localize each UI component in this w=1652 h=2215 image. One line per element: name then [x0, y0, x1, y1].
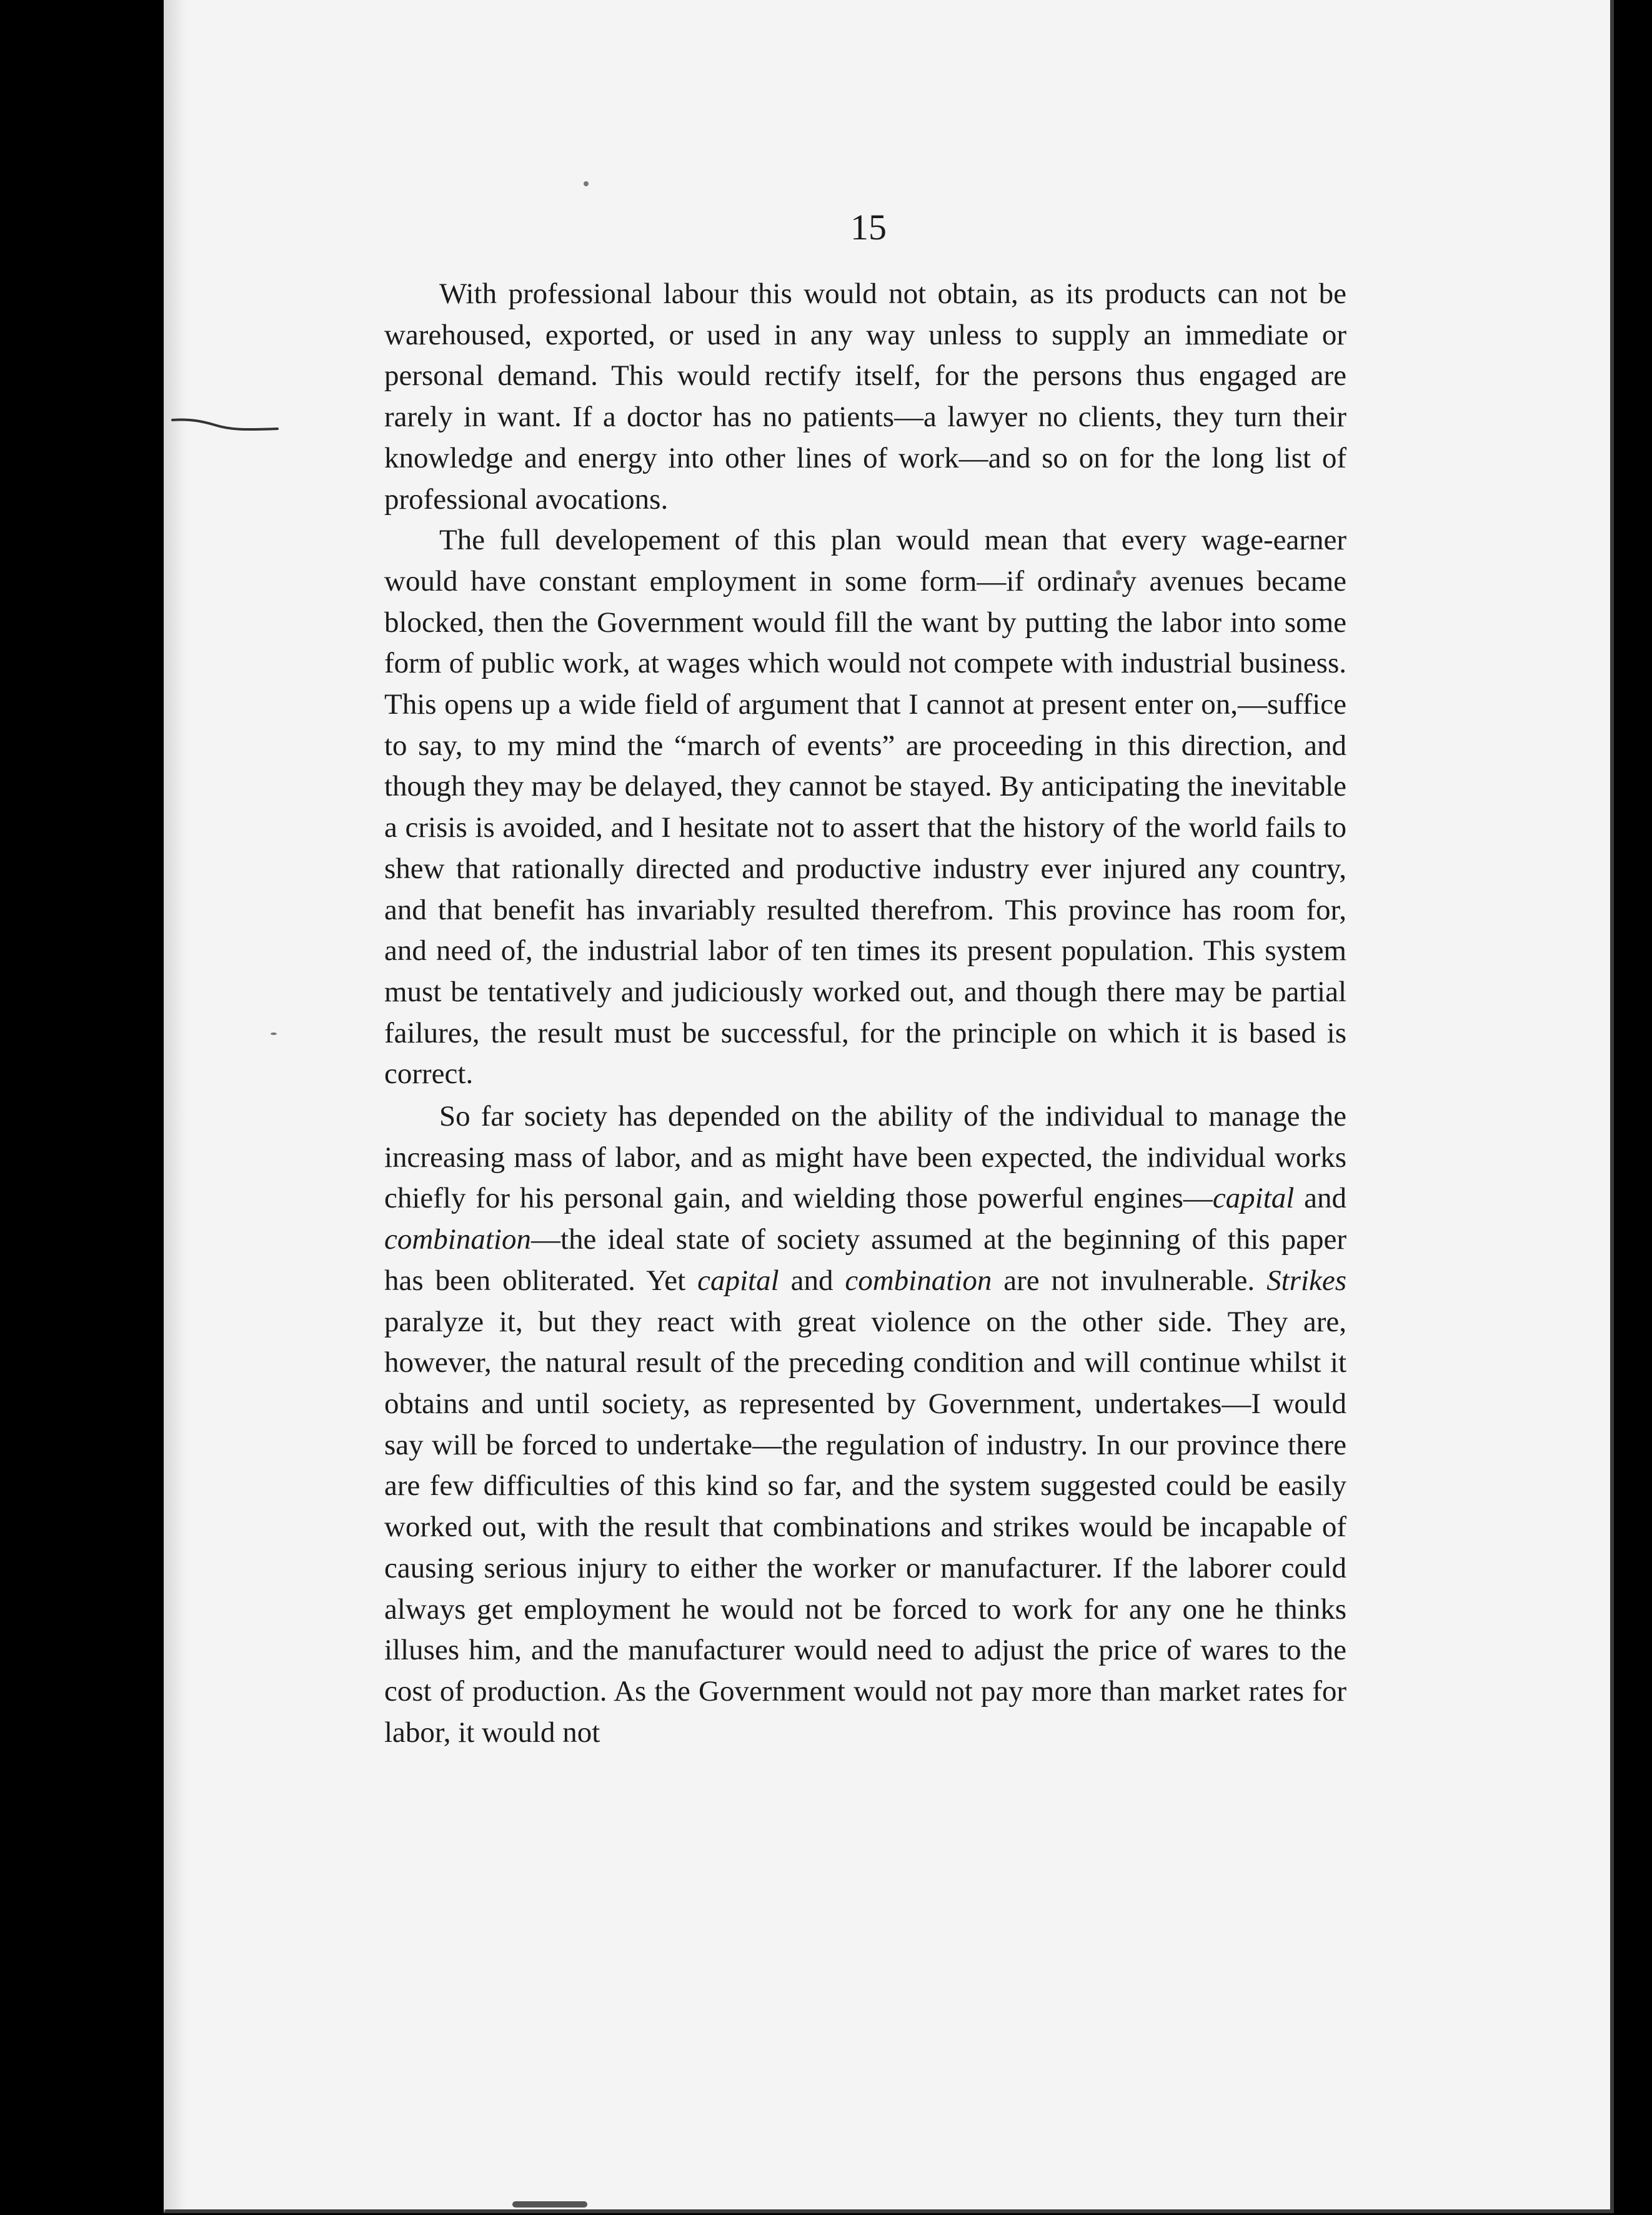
- paragraph-3: [384, 1096, 1346, 1753]
- speck-mark: [271, 1032, 277, 1035]
- paragraph-3-text: paralyze it, but they react with great violence on the other side. They are, however, the natural result of the preceding condition and will continue whilst it obtains and until society, as represented by Government, undertakes—I would say will be forced to undertake—the regulation of industry. In our province there are few difficulties of this kind so far, and the system suggested could be easily worked out, with the result that combinations and strikes would be incapable of causing serious injury to either the worker or manufacturer. If the laborer could always get employment he would not be forced to work for any one he thinks illuses him, and the manufacturer would need to adjust the price of wares to the cost of production. As the Government would not pay more than market rates for labor, it would not: [384, 1305, 1346, 1749]
- margin-pen-mark: [171, 418, 281, 432]
- italic-term-combination: combination: [384, 1223, 531, 1256]
- paragraph-3-text: are not invulnerable.: [992, 1264, 1267, 1297]
- page-number: 15: [850, 207, 887, 248]
- paragraph-3-text: and: [1294, 1182, 1346, 1215]
- paragraph-2: The full developement of this plan would mean that every wage-earner would have constant employment in some form—if ordinary avenues became blocked, then the Government would fill the want by putting the labor into some form of public work, at wages which would not compete with industrial business. This opens up a wide field of argument that I cannot at present enter on,—suffice to say, to my mind the “march of events” are proceeding in this direction, and though they may be delayed, they cannot be stayed. By anticipating the inevitable a crisis is avoided, and I hesitate not to assert that the history of the world fails to shew that rationally directed and productive industry ever injured any country, and that benefit has invariably resulted therefrom. This province has room for, and need of, the industrial labor of ten times its present population. This system must be tentatively and judiciously worked out, and though there may be partial failures, the result must be successful, for the principle on which it is based is correct.: [384, 524, 1346, 1091]
- italic-term-capital: capital: [697, 1264, 779, 1297]
- page-spine-shadow: [164, 0, 186, 2209]
- paragraph-3-text: and: [779, 1264, 845, 1297]
- paragraph-3-text: So far society has depended on the ability of the individual to manage the increasing mass of labor, and as might have been expected, the individual works chiefly for his personal gain, and wielding those powerful engines—: [384, 1100, 1346, 1215]
- bottom-edge-mark: [512, 2201, 587, 2208]
- italic-term-capital: capital: [1212, 1182, 1295, 1215]
- paragraph-3-text: —the ideal state of society assumed at the beginning of this paper has been obliterated. Yet: [384, 1223, 1346, 1297]
- italic-term-combination: combination: [845, 1264, 992, 1297]
- speck-mark: [584, 181, 589, 186]
- paragraph-1: With professional labour this would not obtain, as its products can not be warehoused, exported, or used in any way unless to supply an immediate or personal demand. This would rectify itself, for the persons thus engaged are rarely in want. If a doctor has no patients—a lawyer no clients, they turn their knowledge and energy into other lines of work—and so on for the long list of professional avocations.: [384, 278, 1346, 516]
- italic-term-strikes: Strikes: [1266, 1264, 1346, 1297]
- body-text: [384, 274, 1346, 1753]
